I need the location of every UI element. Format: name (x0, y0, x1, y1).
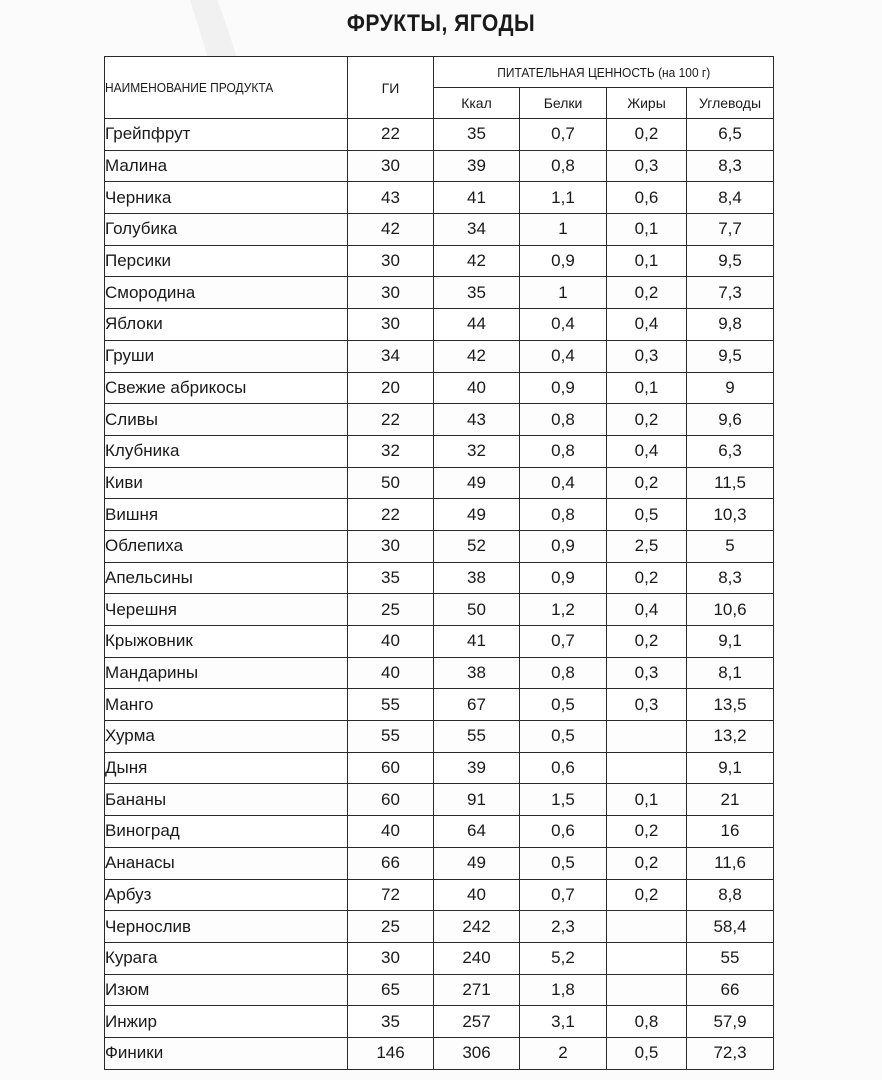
cell-fat: 0,1 (607, 784, 687, 816)
table-row (105, 942, 774, 974)
cell-carbs: 9,8 (687, 309, 774, 341)
cell-kcal: 257 (434, 1006, 520, 1038)
cell-protein: 0,4 (520, 340, 607, 372)
cell-product-name: Финики (105, 1037, 348, 1069)
table-row (105, 404, 774, 436)
table-row (105, 372, 774, 404)
cell-protein: 1,1 (520, 182, 607, 214)
cell-kcal: 35 (434, 277, 520, 309)
cell-carbs: 8,4 (687, 182, 774, 214)
cell-gi: 43 (348, 182, 434, 214)
cell-protein: 0,9 (520, 372, 607, 404)
cell-carbs: 6,5 (687, 119, 774, 151)
cell-fat: 0,2 (607, 467, 687, 499)
cell-kcal: 49 (434, 467, 520, 499)
table-row (105, 150, 774, 182)
cell-fat: 0,5 (607, 1037, 687, 1069)
cell-carbs: 5 (687, 530, 774, 562)
cell-product-name: Яблоки (105, 309, 348, 341)
cell-fat (607, 721, 687, 753)
cell-fat: 0,6 (607, 182, 687, 214)
cell-protein: 0,9 (520, 530, 607, 562)
cell-protein: 0,5 (520, 721, 607, 753)
nutrition-table (104, 56, 774, 1070)
cell-kcal: 67 (434, 689, 520, 721)
cell-protein: 1 (520, 277, 607, 309)
cell-gi: 20 (348, 372, 434, 404)
cell-kcal: 43 (434, 404, 520, 436)
cell-carbs: 55 (687, 942, 774, 974)
table-row (105, 784, 774, 816)
table-row (105, 879, 774, 911)
cell-kcal: 34 (434, 214, 520, 246)
cell-kcal: 39 (434, 150, 520, 182)
cell-protein: 0,8 (520, 150, 607, 182)
cell-gi: 72 (348, 879, 434, 911)
cell-product-name: Голубика (105, 214, 348, 246)
cell-kcal: 240 (434, 942, 520, 974)
cell-fat: 0,1 (607, 372, 687, 404)
table-row (105, 119, 774, 151)
cell-protein: 0,7 (520, 119, 607, 151)
cell-fat: 0,3 (607, 689, 687, 721)
cell-gi: 55 (348, 689, 434, 721)
cell-protein: 0,4 (520, 467, 607, 499)
cell-kcal: 40 (434, 372, 520, 404)
cell-fat: 0,2 (607, 277, 687, 309)
table-row (105, 1006, 774, 1038)
cell-protein: 0,5 (520, 689, 607, 721)
cell-kcal: 306 (434, 1037, 520, 1069)
table-row (105, 562, 774, 594)
table-row (105, 847, 774, 879)
cell-kcal: 40 (434, 879, 520, 911)
cell-carbs: 9,1 (687, 626, 774, 658)
table-body (105, 119, 774, 1070)
cell-fat: 0,4 (607, 594, 687, 626)
cell-protein: 1 (520, 214, 607, 246)
cell-product-name: Груши (105, 340, 348, 372)
cell-product-name: Дыня (105, 752, 348, 784)
cell-product-name: Персики (105, 245, 348, 277)
cell-kcal: 50 (434, 594, 520, 626)
cell-gi: 60 (348, 752, 434, 784)
table-row (105, 277, 774, 309)
cell-fat (607, 752, 687, 784)
cell-protein: 0,5 (520, 847, 607, 879)
cell-protein: 0,7 (520, 626, 607, 658)
cell-protein: 0,7 (520, 879, 607, 911)
table-row (105, 911, 774, 943)
cell-gi: 30 (348, 245, 434, 277)
cell-gi: 35 (348, 1006, 434, 1038)
table-row (105, 467, 774, 499)
cell-carbs: 13,2 (687, 721, 774, 753)
cell-carbs: 11,6 (687, 847, 774, 879)
table-row (105, 626, 774, 658)
cell-kcal: 39 (434, 752, 520, 784)
cell-gi: 65 (348, 974, 434, 1006)
cell-kcal: 271 (434, 974, 520, 1006)
cell-kcal: 64 (434, 816, 520, 848)
table-row (105, 657, 774, 689)
cell-carbs: 8,8 (687, 879, 774, 911)
cell-gi: 30 (348, 309, 434, 341)
cell-gi: 30 (348, 942, 434, 974)
column-header-product-name: НАИМЕНОВАНИЕ ПРОДУКТА (105, 57, 348, 119)
cell-fat: 0,2 (607, 626, 687, 658)
cell-product-name: Мандарины (105, 657, 348, 689)
cell-gi: 25 (348, 911, 434, 943)
table-row (105, 340, 774, 372)
cell-product-name: Смородина (105, 277, 348, 309)
cell-protein: 1,2 (520, 594, 607, 626)
cell-protein: 2,3 (520, 911, 607, 943)
cell-product-name: Крыжовник (105, 626, 348, 658)
cell-carbs: 11,5 (687, 467, 774, 499)
table-row (105, 1037, 774, 1069)
column-header-gi: ГИ (348, 57, 434, 119)
table-row (105, 182, 774, 214)
cell-gi: 40 (348, 657, 434, 689)
cell-protein: 5,2 (520, 942, 607, 974)
cell-protein: 3,1 (520, 1006, 607, 1038)
cell-carbs: 10,3 (687, 499, 774, 531)
cell-gi: 25 (348, 594, 434, 626)
cell-carbs: 21 (687, 784, 774, 816)
cell-gi: 42 (348, 214, 434, 246)
cell-fat: 0,2 (607, 847, 687, 879)
cell-fat: 2,5 (607, 530, 687, 562)
cell-fat: 0,2 (607, 119, 687, 151)
cell-product-name: Арбуз (105, 879, 348, 911)
cell-fat: 0,2 (607, 404, 687, 436)
cell-fat: 0,1 (607, 214, 687, 246)
cell-gi: 40 (348, 626, 434, 658)
cell-product-name: Черешня (105, 594, 348, 626)
cell-kcal: 38 (434, 657, 520, 689)
cell-protein: 2 (520, 1037, 607, 1069)
column-header-protein: Белки (520, 88, 607, 119)
cell-product-name: Ананасы (105, 847, 348, 879)
cell-kcal: 42 (434, 340, 520, 372)
cell-product-name: Вишня (105, 499, 348, 531)
cell-kcal: 41 (434, 182, 520, 214)
cell-fat: 0,8 (607, 1006, 687, 1038)
cell-kcal: 32 (434, 435, 520, 467)
cell-product-name: Малина (105, 150, 348, 182)
cell-carbs: 72,3 (687, 1037, 774, 1069)
cell-fat: 0,3 (607, 150, 687, 182)
cell-gi: 50 (348, 467, 434, 499)
cell-gi: 22 (348, 499, 434, 531)
cell-gi: 30 (348, 277, 434, 309)
cell-carbs: 8,3 (687, 150, 774, 182)
cell-kcal: 242 (434, 911, 520, 943)
cell-product-name: Сливы (105, 404, 348, 436)
cell-carbs: 9,5 (687, 245, 774, 277)
cell-protein: 0,9 (520, 562, 607, 594)
cell-protein: 1,8 (520, 974, 607, 1006)
cell-carbs: 8,1 (687, 657, 774, 689)
cell-fat (607, 911, 687, 943)
cell-kcal: 41 (434, 626, 520, 658)
cell-fat (607, 974, 687, 1006)
column-header-kcal: Ккал (434, 88, 520, 119)
cell-product-name: Изюм (105, 974, 348, 1006)
cell-gi: 30 (348, 530, 434, 562)
column-header-fat: Жиры (607, 88, 687, 119)
cell-product-name: Клубника (105, 435, 348, 467)
cell-fat: 0,1 (607, 245, 687, 277)
cell-fat: 0,2 (607, 816, 687, 848)
table-row (105, 435, 774, 467)
cell-kcal: 91 (434, 784, 520, 816)
cell-carbs: 16 (687, 816, 774, 848)
cell-carbs: 9,1 (687, 752, 774, 784)
cell-protein: 0,6 (520, 816, 607, 848)
cell-carbs: 8,3 (687, 562, 774, 594)
cell-carbs: 58,4 (687, 911, 774, 943)
table-row (105, 752, 774, 784)
table-row (105, 721, 774, 753)
cell-product-name: Виноград (105, 816, 348, 848)
table-row (105, 974, 774, 1006)
cell-gi: 60 (348, 784, 434, 816)
cell-product-name: Манго (105, 689, 348, 721)
cell-protein: 0,8 (520, 435, 607, 467)
page-title: ФРУКТЫ, ЯГОДЫ (346, 10, 536, 37)
table-row (105, 816, 774, 848)
cell-carbs: 66 (687, 974, 774, 1006)
column-header-carbs: Углеводы (687, 88, 774, 119)
cell-carbs: 10,6 (687, 594, 774, 626)
table-header-row (105, 57, 774, 88)
cell-product-name: Облепиха (105, 530, 348, 562)
table-row (105, 245, 774, 277)
cell-product-name: Бананы (105, 784, 348, 816)
cell-gi: 22 (348, 119, 434, 151)
cell-kcal: 55 (434, 721, 520, 753)
cell-product-name: Хурма (105, 721, 348, 753)
cell-protein: 0,8 (520, 499, 607, 531)
cell-protein: 0,4 (520, 309, 607, 341)
cell-product-name: Курага (105, 942, 348, 974)
cell-fat: 0,2 (607, 879, 687, 911)
cell-fat: 0,4 (607, 309, 687, 341)
cell-fat: 0,5 (607, 499, 687, 531)
cell-gi: 55 (348, 721, 434, 753)
cell-carbs: 9,5 (687, 340, 774, 372)
cell-carbs: 9,6 (687, 404, 774, 436)
cell-kcal: 42 (434, 245, 520, 277)
cell-carbs: 7,3 (687, 277, 774, 309)
cell-gi: 34 (348, 340, 434, 372)
cell-gi: 35 (348, 562, 434, 594)
table-row (105, 214, 774, 246)
cell-kcal: 52 (434, 530, 520, 562)
cell-fat: 0,3 (607, 340, 687, 372)
table-row (105, 309, 774, 341)
cell-protein: 0,6 (520, 752, 607, 784)
cell-protein: 0,8 (520, 404, 607, 436)
cell-protein: 0,9 (520, 245, 607, 277)
cell-protein: 1,5 (520, 784, 607, 816)
cell-carbs: 57,9 (687, 1006, 774, 1038)
cell-kcal: 44 (434, 309, 520, 341)
table-row (105, 594, 774, 626)
cell-gi: 22 (348, 404, 434, 436)
cell-fat: 0,3 (607, 657, 687, 689)
cell-product-name: Инжир (105, 1006, 348, 1038)
cell-kcal: 35 (434, 119, 520, 151)
cell-carbs: 6,3 (687, 435, 774, 467)
column-header-nutrition: ПИТАТЕЛЬНАЯ ЦЕННОСТЬ (на 100 г) (434, 57, 774, 88)
table-row (105, 499, 774, 531)
cell-kcal: 38 (434, 562, 520, 594)
cell-product-name: Свежие абрикосы (105, 372, 348, 404)
cell-kcal: 49 (434, 847, 520, 879)
cell-gi: 30 (348, 150, 434, 182)
table-row (105, 530, 774, 562)
cell-carbs: 9 (687, 372, 774, 404)
cell-fat: 0,4 (607, 435, 687, 467)
cell-fat: 0,2 (607, 562, 687, 594)
cell-product-name: Грейпфрут (105, 119, 348, 151)
cell-product-name: Киви (105, 467, 348, 499)
cell-gi: 146 (348, 1037, 434, 1069)
cell-carbs: 7,7 (687, 214, 774, 246)
table-row (105, 689, 774, 721)
cell-product-name: Чернослив (105, 911, 348, 943)
cell-gi: 40 (348, 816, 434, 848)
cell-kcal: 49 (434, 499, 520, 531)
cell-protein: 0,8 (520, 657, 607, 689)
cell-gi: 66 (348, 847, 434, 879)
cell-product-name: Апельсины (105, 562, 348, 594)
cell-product-name: Черника (105, 182, 348, 214)
cell-gi: 32 (348, 435, 434, 467)
cell-fat (607, 942, 687, 974)
cell-carbs: 13,5 (687, 689, 774, 721)
